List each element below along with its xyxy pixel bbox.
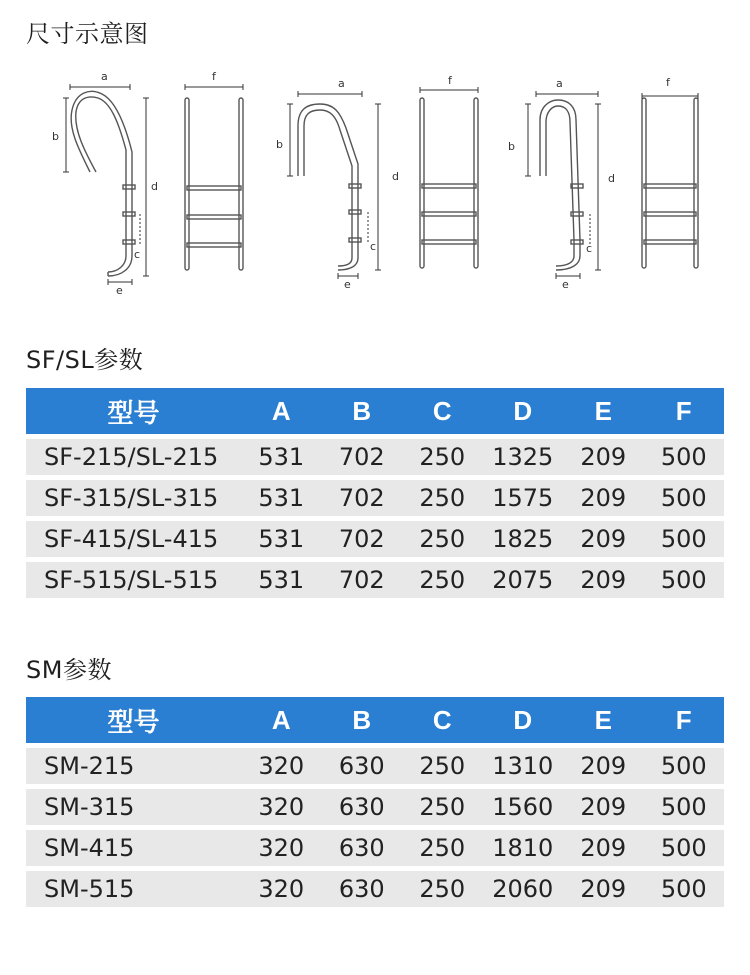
table-cell: 320 xyxy=(241,748,322,784)
table-row xyxy=(26,830,724,866)
column-header: C xyxy=(402,697,483,743)
ladder3-side-view xyxy=(540,100,583,270)
table-cell: 250 xyxy=(402,480,483,516)
dim-label-e: e xyxy=(116,284,123,297)
ladder1-side-view xyxy=(71,91,135,276)
table-cell: 1575 xyxy=(483,480,564,516)
sm-heading: SM参数 xyxy=(26,656,112,684)
dim-label-e: e xyxy=(562,278,569,291)
table-cell: 500 xyxy=(644,562,725,598)
table-row xyxy=(26,439,724,475)
table-cell: 1325 xyxy=(483,439,564,475)
table-cell: 630 xyxy=(322,830,403,866)
dim-label-b: b xyxy=(52,130,59,143)
column-header: A xyxy=(241,388,322,434)
column-header: D xyxy=(483,388,564,434)
table-cell: 250 xyxy=(402,562,483,598)
table-cell: 531 xyxy=(241,521,322,557)
table-cell: 209 xyxy=(563,480,644,516)
table-cell: 250 xyxy=(402,521,483,557)
dim-label-d: d xyxy=(608,172,615,185)
table-row xyxy=(26,562,724,598)
column-header: B xyxy=(322,697,403,743)
table-cell: SF-515/SL-515 xyxy=(26,562,241,598)
ladder3-front-view xyxy=(642,98,698,268)
column-header: 型号 xyxy=(26,388,241,434)
dim-label-b: b xyxy=(276,138,283,151)
diagram-title: 尺寸示意图 xyxy=(26,20,149,48)
table-cell: 250 xyxy=(402,439,483,475)
table-cell: 1810 xyxy=(483,830,564,866)
table-cell: SM-315 xyxy=(26,789,241,825)
table-row xyxy=(26,521,724,557)
table-cell: 702 xyxy=(322,562,403,598)
table-cell: 320 xyxy=(241,789,322,825)
table-cell: SF-315/SL-315 xyxy=(26,480,241,516)
table-cell: 500 xyxy=(644,748,725,784)
dimension-diagram xyxy=(0,60,750,300)
table-cell: 531 xyxy=(241,562,322,598)
table-cell: SF-215/SL-215 xyxy=(26,439,241,475)
table-cell: 531 xyxy=(241,480,322,516)
dim-label-a: a xyxy=(338,77,345,90)
table-cell: 209 xyxy=(563,521,644,557)
table-cell: 320 xyxy=(241,871,322,907)
table-cell: SM-515 xyxy=(26,871,241,907)
table-cell: 250 xyxy=(402,748,483,784)
dim-label-c: c xyxy=(370,240,377,253)
table-cell: 500 xyxy=(644,439,725,475)
dim-label-d: d xyxy=(392,170,399,183)
dim-label-e: e xyxy=(344,278,351,291)
column-header: C xyxy=(402,388,483,434)
table-cell: 500 xyxy=(644,830,725,866)
table-cell: 1310 xyxy=(483,748,564,784)
table-cell: 702 xyxy=(322,439,403,475)
table-cell: 209 xyxy=(563,748,644,784)
dim-label-a: a xyxy=(101,70,108,83)
dim-label-c: c xyxy=(586,242,593,255)
column-header: F xyxy=(644,388,725,434)
table-header-row xyxy=(26,697,724,743)
table-cell: 702 xyxy=(322,521,403,557)
table-cell: 500 xyxy=(644,789,725,825)
column-header: E xyxy=(563,388,644,434)
column-header: D xyxy=(483,697,564,743)
dim-label-f: f xyxy=(212,70,216,83)
table-cell: 320 xyxy=(241,830,322,866)
table-header-row xyxy=(26,388,724,434)
dim-label-a: a xyxy=(556,77,563,90)
dim-label-b: b xyxy=(508,140,515,153)
table-cell: SM-415 xyxy=(26,830,241,866)
ladder2-front-view xyxy=(420,98,478,268)
table-cell: 250 xyxy=(402,830,483,866)
sm-spec-table xyxy=(26,692,724,912)
table-cell: 209 xyxy=(563,871,644,907)
table-cell: 500 xyxy=(644,871,725,907)
table-cell: 531 xyxy=(241,439,322,475)
column-header: B xyxy=(322,388,403,434)
sfsl-heading: SF/SL参数 xyxy=(26,346,144,374)
table-cell: 209 xyxy=(563,439,644,475)
table-cell: 250 xyxy=(402,871,483,907)
dim-label-d: d xyxy=(151,180,158,193)
table-cell: 630 xyxy=(322,871,403,907)
table-cell: 209 xyxy=(563,830,644,866)
dim-label-f: f xyxy=(448,74,452,87)
column-header: 型号 xyxy=(26,697,241,743)
column-header: E xyxy=(563,697,644,743)
table-cell: 1825 xyxy=(483,521,564,557)
ladder1-front-view xyxy=(185,98,243,270)
table-cell: 209 xyxy=(563,789,644,825)
column-header: A xyxy=(241,697,322,743)
table-row xyxy=(26,871,724,907)
dim-label-f: f xyxy=(666,76,670,89)
table-cell: 250 xyxy=(402,789,483,825)
table-row xyxy=(26,748,724,784)
table-row xyxy=(26,480,724,516)
column-header: F xyxy=(644,697,725,743)
table-cell: 702 xyxy=(322,480,403,516)
dim-label-c: c xyxy=(134,248,141,261)
table-cell: 630 xyxy=(322,789,403,825)
ladder2-side-view xyxy=(298,104,361,270)
table-row xyxy=(26,789,724,825)
table-cell: 630 xyxy=(322,748,403,784)
table-cell: 500 xyxy=(644,521,725,557)
table-cell: 1560 xyxy=(483,789,564,825)
table-cell: SF-415/SL-415 xyxy=(26,521,241,557)
table-cell: SM-215 xyxy=(26,748,241,784)
table-cell: 2060 xyxy=(483,871,564,907)
table-cell: 500 xyxy=(644,480,725,516)
sfsl-spec-table xyxy=(26,383,724,603)
table-cell: 209 xyxy=(563,562,644,598)
table-cell: 2075 xyxy=(483,562,564,598)
